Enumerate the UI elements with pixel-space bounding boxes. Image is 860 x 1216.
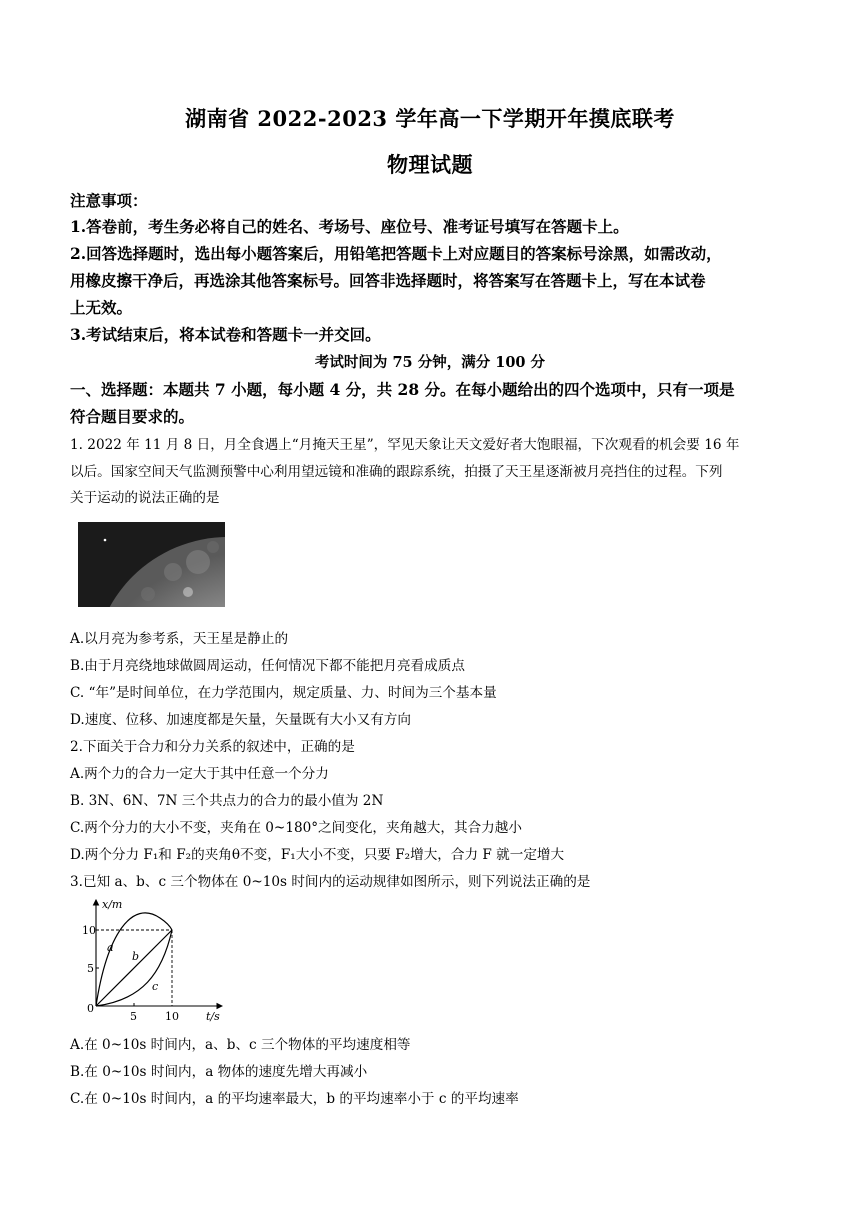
question-stem: 3.已知 a、b、c 三个物体在 0~10s 时间内的运动规律如图所示，则下列说法正确的是 [70,874,591,890]
notice-line: 上无效。 [70,298,133,317]
option-item: C.两个分力的大小不变，夹角在 0~180°之间变化，夹角越大，其合力越小 [70,820,522,836]
option-item: D.速度、位移、加速度都是矢量，矢量既有大小又有方向 [70,712,411,728]
origin-label: 0 [87,1002,94,1015]
curve-label-c: c [152,980,159,993]
exam-title: 湖南省 2022-2023 学年高一下学期开年摸底联考 [185,106,675,131]
option-item: C. “年”是时间单位，在力学范围内，规定质量、力、时间为三个基本量 [70,685,497,701]
question-stem: 以后。国家空间天气监测预警中心利用望远镜和准确的跟踪系统，拍摄了天王星逐渐被月亮挡住的过程。下列 [70,464,723,480]
notice-line: 用橡皮擦干净后，再选涂其他答案标号。回答非选择题时，将答案写在答题卡上，写在本试卷 [70,271,706,290]
option-item: B.由于月亮绕地球做圆周运动，任何情况下都不能把月亮看成质点 [70,658,465,674]
y-tick-label: 5 [87,962,94,975]
option-item: D.两个分力 F₁和 F₂的夹角θ不变，F₁大小不变，只要 F₂增大，合力 F 就一定增大 [70,847,565,863]
exam-info: 考试时间为 75 分钟，满分 100 分 [314,354,546,371]
y-tick-label: 10 [82,924,96,937]
option-item: C.在 0~10s 时间内，a 的平均速率最大，b 的平均速率小于 c 的平均速率 [70,1091,519,1107]
notice-line: 2.回答选择题时，选出每小题答案后，用铅笔把答题卡上对应题目的答案标号涂黑，如需改动， [70,244,722,263]
option-item: A.以月亮为参考系，天王星是静止的 [70,631,289,647]
option-item: B. 3N、6N、7N 三个共点力的合力的最小值为 2N [70,793,384,809]
x-tick-label: 10 [165,1010,179,1023]
option-item: A.在 0~10s 时间内，a、b、c 三个物体的平均速度相等 [70,1037,411,1053]
notice-heading: 注意事项： [70,191,148,210]
moon-photo [78,522,225,607]
option-item: B.在 0~10s 时间内，a 物体的速度先增大再减小 [70,1064,368,1080]
curve-label-b: b [132,950,140,963]
option-item: A.两个力的合力一定大于其中任意一个分力 [70,766,329,782]
x-axis-label: t/s [206,1010,220,1023]
exam-subtitle: 物理试题 [387,152,473,177]
section-heading: 一、选择题：本题共 7 小题，每小题 4 分，共 28 分。在每小题给出的四个选项中，只有一项是 [70,380,735,399]
notice-line: 3.考试结束后，将本试卷和答题卡一并交回。 [70,325,381,344]
section-heading: 符合题目要求的。 [70,407,195,426]
notice-line: 1.答卷前，考生务必将自己的姓名、考场号、座位号、准考证号填写在答题卡上。 [70,217,629,236]
y-axis-label: x/m [102,898,123,911]
question-stem: 1. 2022 年 11 月 8 日，月全食遇上“月掩天王星”，罕见天象让天文爱好者大饱眼福，下次观看的机会要 16 年 [70,437,740,453]
x-tick-label: 5 [130,1010,137,1023]
question-stem: 关于运动的说法正确的是 [70,490,220,506]
question-stem: 2.下面关于合力和分力关系的叙述中，正确的是 [70,739,355,755]
xt-graph [82,894,232,1024]
curve-label-a: a [107,941,114,954]
